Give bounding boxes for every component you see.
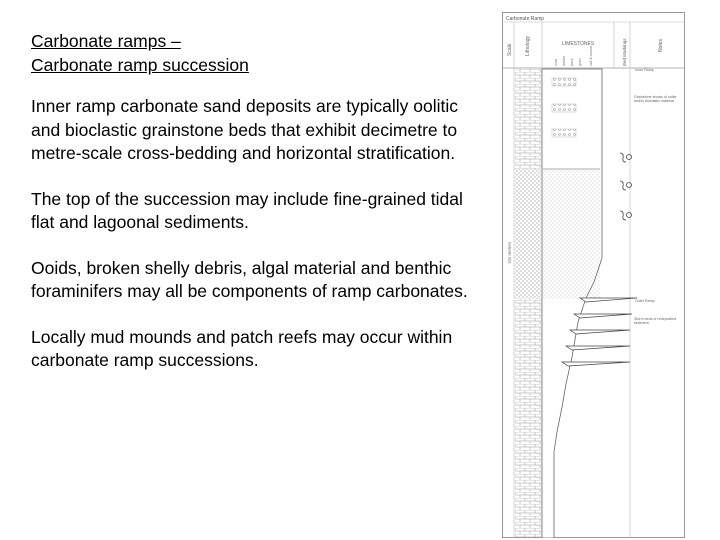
note-grainstone: Grainstone shoals of oolite and/or bioclastic material (634, 95, 677, 104)
scale-label: 10s metres (507, 241, 512, 264)
header-pack: pack (570, 58, 574, 66)
title-line-1: Carbonate ramps – (31, 31, 181, 51)
header-scale: Scale (507, 43, 513, 56)
header-grain: grain (578, 58, 582, 66)
sedimentary-log-figure (502, 12, 686, 538)
oolite-bed-1 (552, 78, 576, 86)
header-mud: mud (554, 59, 558, 66)
paragraph-tidal-flat: The top of the succession may include fine-grained tidal flat and lagoonal sediments. (31, 188, 463, 232)
slide-text (31, 30, 471, 373)
header-lithology: Lithology (525, 35, 531, 56)
note-inner-ramp: Inner Ramp (635, 68, 654, 72)
lithology-middle (515, 169, 541, 299)
paragraph-inner-ramp: Inner ramp carbonate sand deposits are typically oolitic and bioclastic grainstone beds that exhibit decimetre to metre-scale cross-bedding and horizontal stratification. (31, 96, 459, 163)
slide-title (31, 30, 471, 77)
header-limestones: LIMESTONES (562, 41, 595, 47)
lithology-upper (515, 69, 541, 169)
title-line-2: Carbonate ramp succession (31, 54, 249, 75)
paragraph-mud-mounds: Locally mud mounds and patch reefs may occur within carbonate ramp successions. (31, 326, 453, 370)
lithology-lower (515, 299, 541, 538)
grain-size-profile (542, 69, 602, 538)
note-outer-ramp: Outer Ramp (635, 299, 655, 303)
paragraph-components: Ooids, broken shelly debris, algal material and benthic foraminifers may all be components of ramp carbonates. (31, 257, 468, 301)
header-wacke: wacke (562, 55, 566, 66)
oolite-bed-3 (552, 129, 576, 137)
note-storm-beds: Storm beds of redeposited sediment (634, 317, 677, 326)
oolite-bed-2 (552, 104, 576, 112)
header-notes: Notes (658, 38, 664, 52)
header-bed-markings: Bed Markings (622, 38, 627, 66)
header-rud-bound: rud & bound (589, 46, 593, 66)
log-title: Carbonate Ramp (506, 16, 545, 22)
